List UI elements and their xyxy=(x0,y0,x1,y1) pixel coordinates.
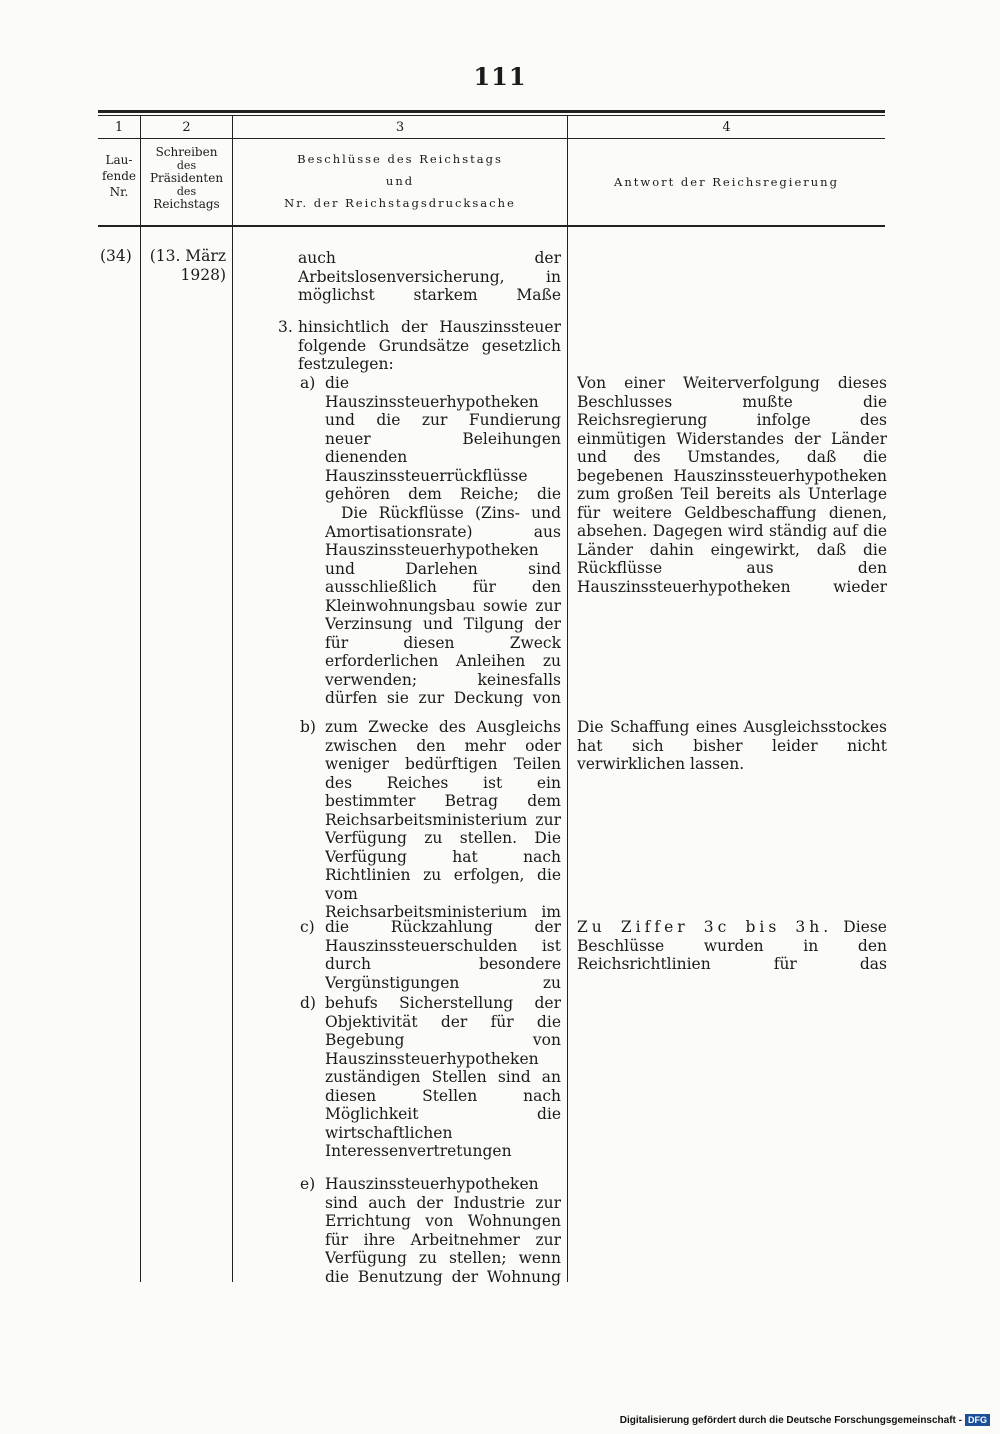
header-col4: Antwort der Reichsregierung xyxy=(614,175,839,189)
column-divider xyxy=(567,116,568,1282)
subitem-e-text: Hauszinssteuerhypotheken sind auch der Industrie zur Errichtung von Wohnungen für ihre Arbeitnehmer zur Verfügung zu stellen; wenn die Benutzung der Wohnung xyxy=(325,1175,561,1286)
header-col2: Schreiben des Präsidenten des Reichstags xyxy=(149,145,224,211)
answer-a: Von einer Weiterverfolgung dieses Beschlusses mußte die Reichsregierung infolge des einmütigen Widerstandes der Länder und des Umstandes, daß die begebenen Hauszinssteuerhypotheken zum großen Teil bereits als Unterlage für weitere Geldbeschaffung dienen, absehen. Dagegen wird ständig auf die Länder dahin eingewirkt, daß die Rückflüsse aus den Hauszinssteuerhypotheken wieder xyxy=(577,374,887,596)
table-top-rule-thin xyxy=(98,115,885,116)
digitization-credit: Digitalisierung gefördert durch die Deutsche Forschungsgemeinschaft - DFG xyxy=(620,1414,990,1426)
answer-b: Die Schaffung eines Ausgleichsstockes hat sich bisher leider nicht verwirklichen lassen. xyxy=(577,718,887,773)
subitem-label: d) xyxy=(300,994,316,1012)
subitem-a-text-continued: Die Rückflüsse (Zins- und Amortisationsrate) aus Hauszinssteuerhypotheken und Darlehen sind ausschließlich für den Kleinwohnungsbau sowie zur Verzinsung und Tilgung der für diesen Zweck erforderlichen Anleihen zu verwenden; keinesfalls dürfen sie zur Deckung von xyxy=(325,504,561,707)
page-number: 111 xyxy=(473,62,527,91)
row-number: (34) xyxy=(100,247,132,265)
column-divider xyxy=(232,116,233,1282)
table-top-rule xyxy=(98,110,885,113)
header-bottom-rule xyxy=(98,225,885,227)
column-number: 1 xyxy=(114,120,124,135)
subitem-c-text: die Rückzahlung der Hauszinssteuerschulden ist durch besondere Vergünstigungen zu xyxy=(325,918,561,992)
answer-c-lead: Zu Ziffer 3c bis 3h. xyxy=(577,918,833,936)
subitem-label: e) xyxy=(300,1175,316,1193)
column-number: 3 xyxy=(395,120,405,135)
header-col1: Lau- fende Nr. xyxy=(101,153,137,199)
answer-c xyxy=(577,918,887,974)
letter-date: (13. März 1928) xyxy=(149,247,226,284)
column-number-rule xyxy=(98,138,885,139)
answer-c-text: Diese Beschlüsse wurden in den Reichsrichtlinien für das xyxy=(577,918,887,973)
header-col3: Beschlüsse des Reichstags und Nr. der Reichstagsdrucksache xyxy=(284,152,516,210)
subitem-a-text: die Hauszinssteuerhypotheken und die zur Fundierung neuer Beleihungen dienenden Hauszinssteuerrückflüsse gehören dem Reiche; die xyxy=(325,374,561,503)
subitem-label: c) xyxy=(300,918,315,936)
intro-text: auch der Arbeitslosenversicherung, in möglichst starkem Maße xyxy=(298,249,561,304)
item3-text: hinsichtlich der Hauszinssteuer folgende Grundsätze gesetzlich festzulegen: xyxy=(298,318,561,373)
item-label: 3. xyxy=(278,318,293,336)
subitem-b-text: zum Zwecke des Ausgleichs zwischen den mehr oder weniger bedürftigen Teilen des Reiches ist ein bestimmter Betrag dem Reichsarbeitsministerium zur Verfügung zu stellen. Die Verfügung hat nach Richtlinien zu erfolgen, die vom Reichsarbeitsministerium im xyxy=(325,718,561,921)
subitem-label: b) xyxy=(300,718,316,736)
dfg-logo: DFG xyxy=(965,1414,990,1426)
column-divider xyxy=(140,116,141,1282)
subitem-label: a) xyxy=(300,374,316,392)
column-number: 4 xyxy=(722,120,731,135)
subitem-d-text: behufs Sicherstellung der Objektivität der für die Begebung von Hauszinssteuerhypotheken zuständigen Stellen sind an diesen Stellen nach Möglichkeit die wirtschaftlichen Interessenvertretungen xyxy=(325,994,561,1160)
column-number: 2 xyxy=(182,120,191,135)
